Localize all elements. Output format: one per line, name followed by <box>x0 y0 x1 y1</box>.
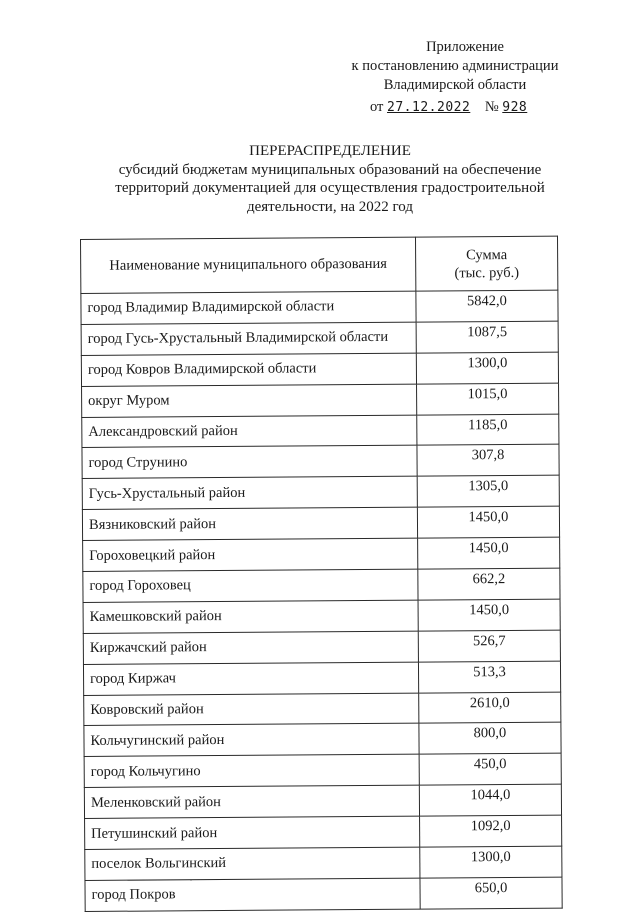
header-sum-label: Сумма <box>466 246 508 263</box>
table-body <box>81 290 562 911</box>
title-line-1: ПЕРЕРАСПРЕДЕЛЕНИЕ <box>249 143 411 159</box>
subsidy-amount: 1450,0 <box>418 537 560 569</box>
table-row <box>83 661 560 695</box>
municipality-name: Киржачский район <box>83 631 418 664</box>
subsidy-amount: 2610,0 <box>419 692 561 724</box>
subsidy-amount: 450,0 <box>419 754 561 786</box>
order-from-label: от <box>370 99 384 115</box>
municipality-name: город Владимир Владимирской области <box>81 291 416 324</box>
municipality-name: Гусь-Хрустальный район <box>82 476 417 509</box>
subsidy-table <box>80 236 563 912</box>
municipality-name: город Ковров Владимирской области <box>81 353 416 386</box>
table-row <box>83 568 560 602</box>
order-date: 27.12.2022 <box>387 100 471 115</box>
subsidy-amount: 650,0 <box>420 877 562 909</box>
order-number-label: № <box>484 99 499 115</box>
municipality-name: Ковровский район <box>84 693 419 726</box>
title-line-2: субсидий бюджетам муниципальных образований на обеспечение <box>118 161 542 178</box>
table-row <box>84 754 561 788</box>
municipality-name: поселок Вольгинский <box>85 847 420 880</box>
table-row <box>84 784 561 818</box>
header-name: Наименование муниципального образования <box>81 237 416 293</box>
subsidy-amount: 1092,0 <box>420 815 562 847</box>
subsidy-amount: 1300,0 <box>420 846 562 878</box>
table-row <box>82 506 559 540</box>
municipality-name: город Покров <box>85 878 420 911</box>
subsidy-amount: 1300,0 <box>416 352 558 384</box>
subsidy-amount: 307,8 <box>417 445 559 477</box>
table-row <box>83 599 560 633</box>
order-number: 928 <box>502 100 528 115</box>
municipality-name: город Струнино <box>82 446 417 479</box>
appendix-title: Приложение <box>426 39 504 55</box>
municipality-name: Вязниковский район <box>82 507 417 540</box>
subsidy-amount: 1044,0 <box>419 784 561 816</box>
subsidy-amount: 1087,5 <box>416 321 558 353</box>
subsidy-amount: 1015,0 <box>417 383 559 415</box>
subsidy-amount: 662,2 <box>418 568 560 600</box>
subsidy-amount: 1450,0 <box>417 506 559 538</box>
municipality-name: Меленковский район <box>84 785 419 818</box>
scan-speck <box>190 880 192 881</box>
subsidy-amount: 526,7 <box>418 630 560 662</box>
document-title <box>100 142 560 216</box>
municipality-name: город Кольчугино <box>84 755 419 788</box>
municipality-name: Александровский район <box>82 415 417 448</box>
table-row <box>81 290 558 324</box>
subsidy-amount: 800,0 <box>419 723 561 755</box>
title-line-3: территорий документацией для осуществления градостроительной <box>115 180 545 196</box>
subsidy-amount: 5842,0 <box>416 290 558 322</box>
municipality-name: Петушинский район <box>85 816 420 849</box>
table-row <box>83 630 560 664</box>
table-row <box>85 877 562 911</box>
appendix-region: Владимирской области <box>383 77 527 93</box>
municipality-name: Кольчугинский район <box>84 724 419 757</box>
table-header-row <box>81 236 558 293</box>
subsidy-amount: 1185,0 <box>417 414 559 446</box>
table-row <box>83 537 560 571</box>
subsidy-amount: 1305,0 <box>417 476 559 508</box>
table-row <box>82 414 559 448</box>
header-sum-unit: (тыс. руб.) <box>454 264 520 281</box>
municipality-name: город Киржач <box>83 662 418 695</box>
header-sum <box>415 236 557 291</box>
table-row <box>85 815 562 849</box>
title-line-4: деятельности, на 2022 год <box>246 198 414 215</box>
municipality-name: город Гороховец <box>83 569 418 602</box>
subsidy-amount: 1450,0 <box>418 599 560 631</box>
table-row <box>81 352 558 386</box>
appendix-header <box>330 38 580 95</box>
table-row <box>85 846 562 880</box>
appendix-resolution: к постановлению администрации <box>351 58 559 74</box>
subsidy-amount: 513,3 <box>418 661 560 693</box>
table-row <box>81 321 558 355</box>
table-row <box>82 476 559 510</box>
table-row <box>82 445 559 479</box>
table-row <box>84 692 561 726</box>
municipality-name: Гороховецкий район <box>83 538 418 571</box>
order-reference <box>370 99 590 116</box>
municipality-name: округ Муром <box>82 384 417 417</box>
table-row <box>82 383 559 417</box>
municipality-name: Камешковский район <box>83 600 418 633</box>
municipality-name: город Гусь-Хрустальный Владимирской области <box>81 322 416 355</box>
table-row <box>84 723 561 757</box>
